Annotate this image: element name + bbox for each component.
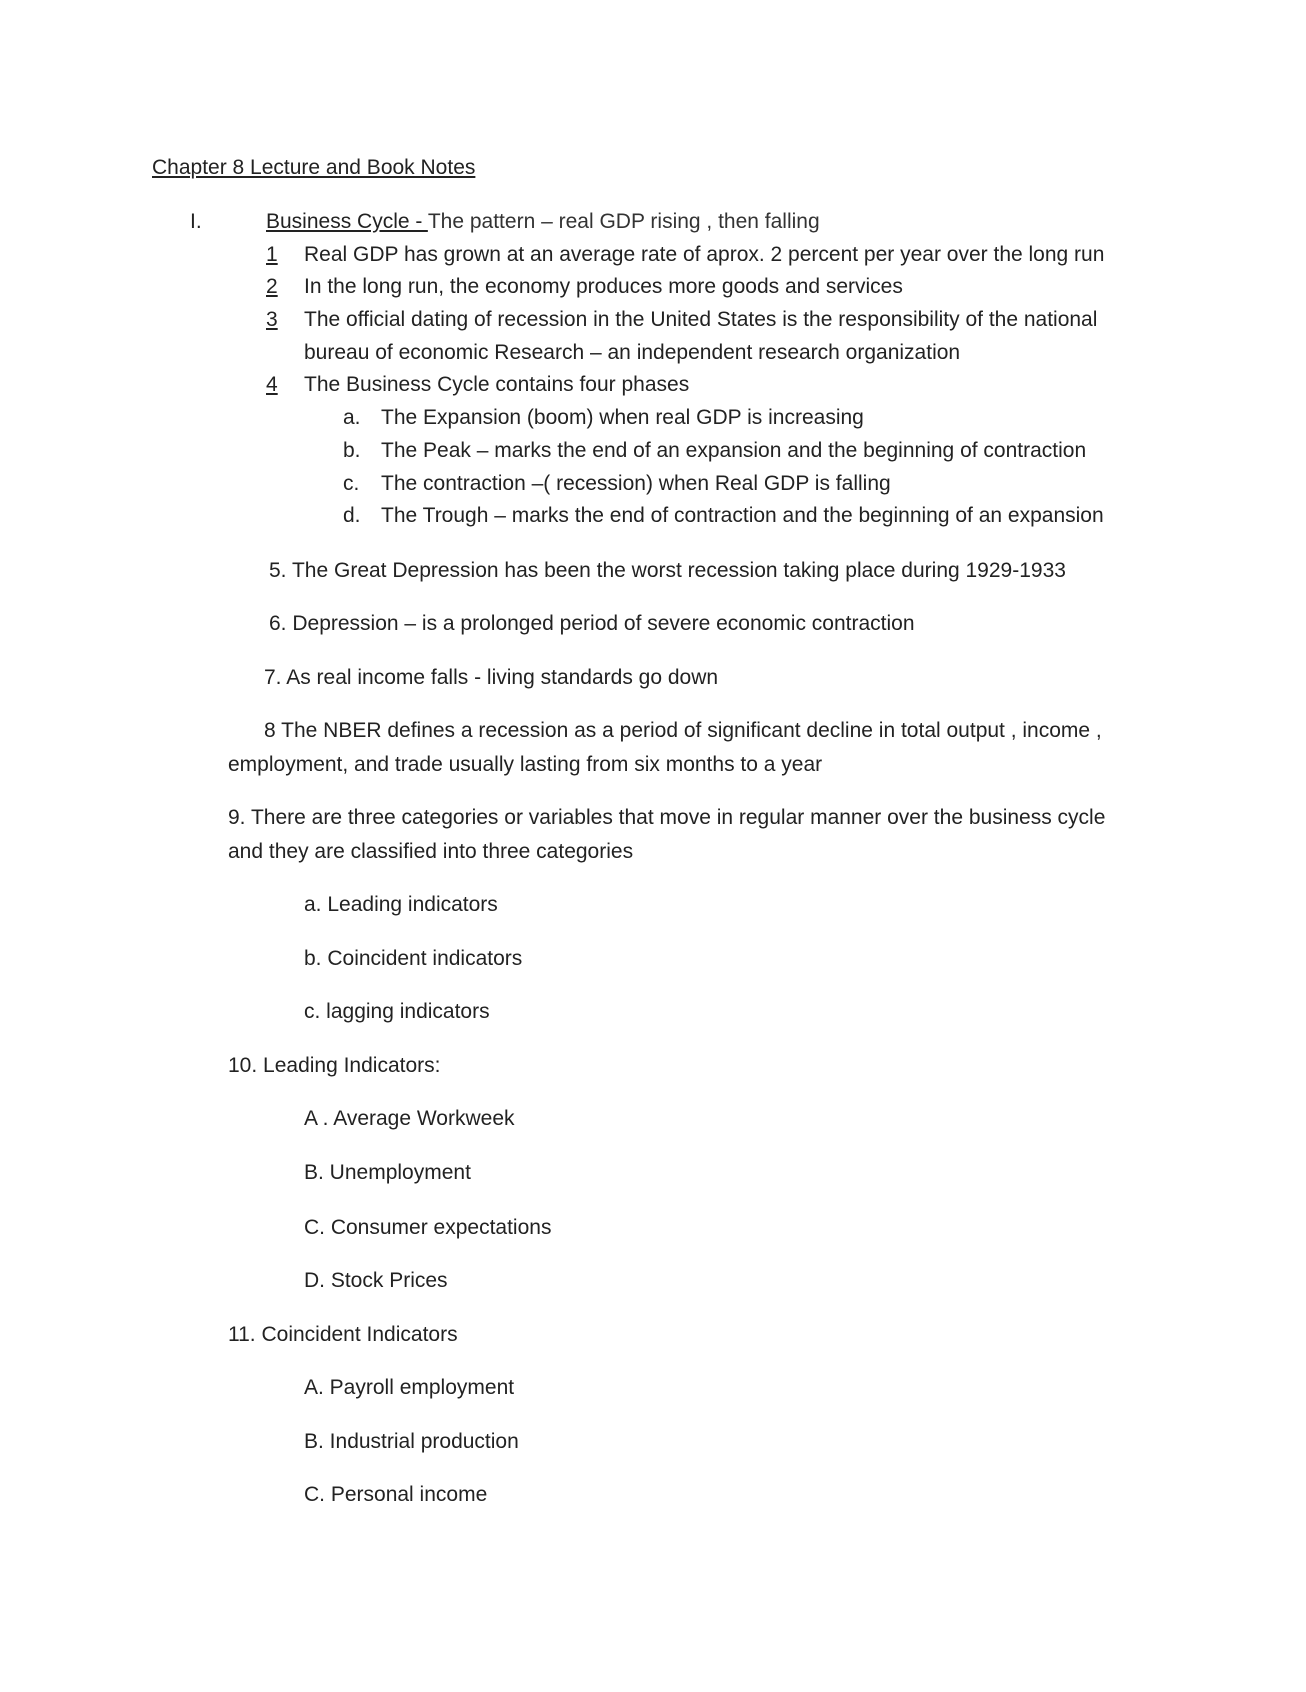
item-continuation: bureau of economic Research – an independent research organization [304,341,961,364]
phase-text: The Expansion (boom) when real GDP is increasing [381,406,864,429]
item-text: The official dating of recession in the United States is the responsibility of the national [304,308,1098,331]
note-point-5: 5. The Great Depression has been the worst recession taking place during 1929-1933 [269,559,1066,582]
coincident-indicator-item: B. Industrial production [304,1430,519,1453]
note-point-9-continued: and they are classified into three categories [228,840,634,863]
item-number: 2 [266,275,278,298]
note-point-9: 9. There are three categories or variables that move in regular manner over the business cycle [228,806,1106,829]
category-item: c. lagging indicators [304,1000,490,1023]
section-numeral: I. [190,210,202,233]
item-number: 3 [266,308,278,331]
section-description: The pattern – real GDP rising , then falling [427,210,820,233]
phase-letter: c. [343,472,360,495]
item-text: Real GDP has grown at an average rate of aprox. 2 percent per year over the long run [304,243,1105,266]
category-item: b. Coincident indicators [304,947,523,970]
note-point-8-continued: employment, and trade usually lasting from six months to a year [228,753,823,776]
coincident-indicators-heading: 11. Coincident Indicators [228,1323,458,1346]
numbered-item [266,306,1097,334]
document-title: Chapter 8 Lecture and Book Notes [152,156,476,179]
section-heading [266,208,820,236]
item-text: The Business Cycle contains four phases [304,373,690,396]
phase-text: The contraction –( recession) when Real GDP is falling [381,472,891,495]
item-number: 1 [266,243,278,266]
phase-item [343,437,1086,465]
numbered-item [266,241,1104,269]
numbered-item [266,371,689,399]
note-point-7: 7. As real income falls - living standards go down [264,666,719,689]
section-label: Business Cycle - [266,210,428,233]
category-item: a. Leading indicators [304,893,498,916]
item-number: 4 [266,373,278,396]
coincident-indicator-item: A. Payroll employment [304,1376,515,1399]
note-point-8: 8 The NBER defines a recession as a period of significant decline in total output , income , [264,719,1102,742]
leading-indicators-heading: 10. Leading Indicators: [228,1054,441,1077]
phase-letter: a. [343,406,361,429]
leading-indicator-item: C. Consumer expectations [304,1216,552,1239]
leading-indicator-item: B. Unemployment [304,1161,471,1184]
phase-item [343,470,891,498]
note-point-6: 6. Depression – is a prolonged period of severe economic contraction [269,612,915,635]
leading-indicator-item: D. Stock Prices [304,1269,448,1292]
phase-letter: d. [343,504,361,527]
phase-item [343,502,1104,530]
phase-item [343,404,864,432]
phase-text: The Trough – marks the end of contraction and the beginning of an expansion [381,504,1104,527]
phase-letter: b. [343,439,361,462]
item-text: In the long run, the economy produces more goods and services [304,275,903,298]
leading-indicator-item: A . Average Workweek [304,1107,515,1130]
numbered-item [266,273,903,301]
coincident-indicator-item: C. Personal income [304,1483,488,1506]
phase-text: The Peak – marks the end of an expansion and the beginning of contraction [381,439,1087,462]
